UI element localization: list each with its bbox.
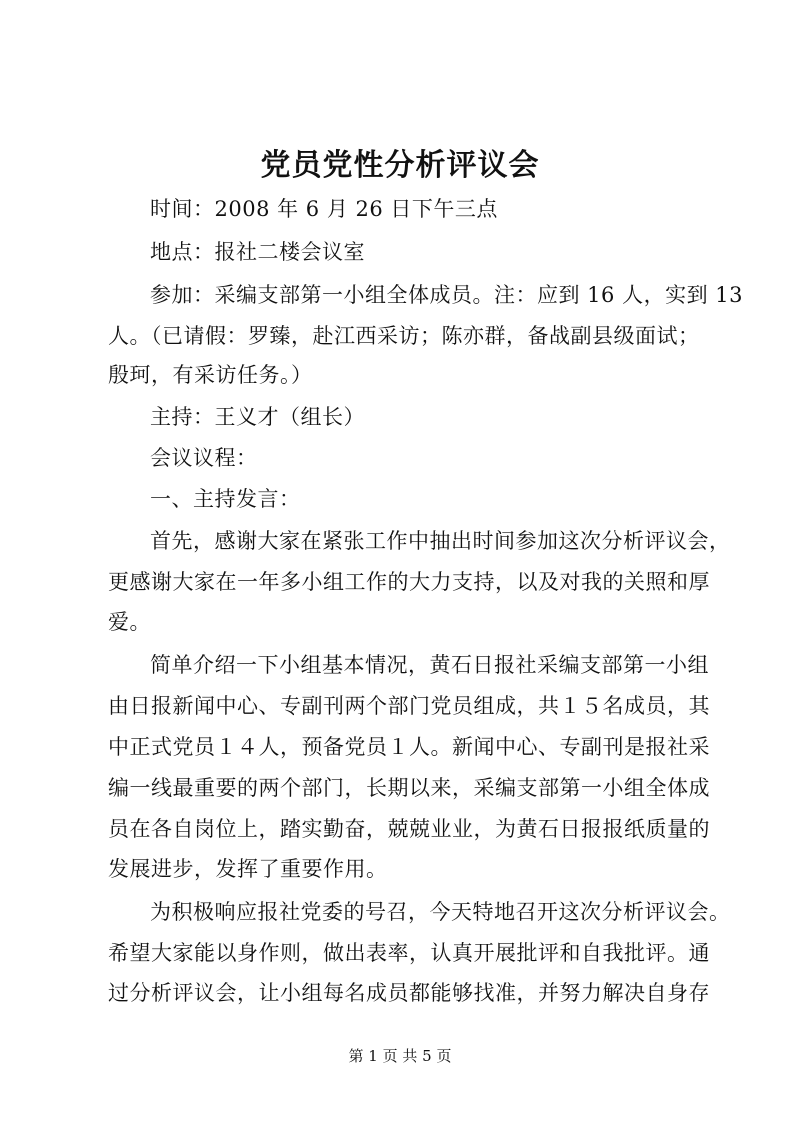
paragraph-2-line-6: 发展进步，发挥了重要作用。 — [108, 857, 388, 881]
attendance-line-1: 参加：采编支部第一小组全体成员。注：应到 16 人，实到 13 — [150, 283, 743, 307]
paragraph-1-line-3: 爱。 — [108, 610, 151, 634]
section-heading-1: 一、主持发言： — [150, 487, 301, 511]
agenda-heading: 会议议程： — [150, 446, 258, 470]
paragraph-3-line-1: 为积极响应报社党委的号召，今天特地召开这次分析评议会。 — [150, 900, 731, 924]
paragraph-1-line-1: 首先，感谢大家在紧张工作中抽出时间参加这次分析评议会， — [150, 529, 731, 553]
paragraph-2-line-3: 中正式党员１４人，预备党员１人。新闻中心、专副刊是报社采 — [108, 735, 710, 759]
meeting-host: 主持：王义才（组长） — [150, 405, 365, 429]
document-title: 党员党性分析评议会 — [260, 148, 540, 183]
paragraph-2-line-1: 简单介绍一下小组基本情况，黄石日报社采编支部第一小组 — [150, 653, 709, 677]
paragraph-2-line-5: 员在各自岗位上，踏实勤奋，兢兢业业，为黄石日报报纸质量的 — [108, 817, 710, 841]
paragraph-3-line-3: 过分析评议会，让小组每名成员都能够找准，并努力解决自身存 — [108, 981, 710, 1005]
attendance-line-3: 殷珂，有采访任务。） — [108, 363, 313, 387]
attendance-line-2: 人。（已请假：罗臻，赴江西采访；陈亦群，备战副县级面试； — [108, 324, 700, 348]
meeting-location: 地点：报社二楼会议室 — [150, 240, 365, 264]
paragraph-2-line-4: 编一线最重要的两个部门，长期以来，采编支部第一小组全体成 — [108, 776, 710, 800]
paragraph-1-line-2: 更感谢大家在一年多小组工作的大力支持，以及对我的关照和厚 — [108, 570, 710, 594]
page-footer: 第 1 页 共 5 页 — [348, 1047, 452, 1065]
paragraph-3-line-2: 希望大家能以身作则，做出表率，认真开展批评和自我批评。通 — [108, 941, 710, 965]
meeting-time: 时间：2008 年 6 月 26 日下午三点 — [150, 197, 498, 221]
paragraph-2-line-2: 由日报新闻中心、专副刊两个部门党员组成，共１５名成员，其 — [108, 694, 710, 718]
